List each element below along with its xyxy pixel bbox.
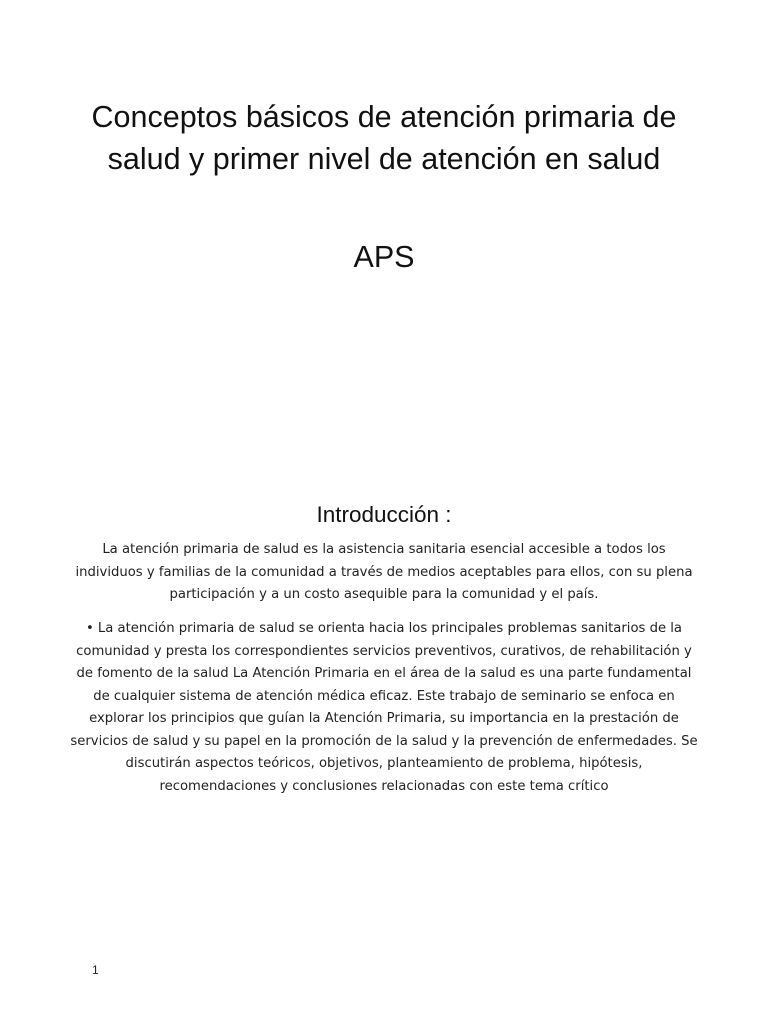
page-number: 1 bbox=[92, 963, 99, 977]
document-acronym: APS bbox=[353, 240, 415, 274]
intro-paragraph-1: La atención primaria de salud es la asistencia sanitaria esencial accesible a todos los individuos y familias de la comunidad a través de medios aceptables para ellos, con su plena participación y a un costo asequible para la comunidad y el país. bbox=[75, 542, 693, 602]
document-title: Conceptos básicos de atención primaria de salud y primer nivel de atención en salud bbox=[91, 100, 677, 176]
intro-paragraph-2: • La atención primaria de salud se orienta hacia los principales problemas sanitarios de la comunidad y presta los correspondientes servicios preventivos, curativos, de rehabilitación y de fomento de la salud La Atención Primaria en el área de la salud es una parte fundamental de cualquier sistema de atención médica eficaz. Este trabajo de seminario se enfoca en explorar los principios que guían la Atención Primaria, su importancia en la prestación de servicios de salud y su papel en la promoción de la salud y la prevención de enfermedades. Se discutirán aspectos teóricos, objetivos, planteamiento de problema, hipótesis, recomendaciones y conclusiones relacionadas con este tema crítico bbox=[70, 621, 698, 794]
section-heading-introduccion: Introducción : bbox=[316, 502, 452, 527]
